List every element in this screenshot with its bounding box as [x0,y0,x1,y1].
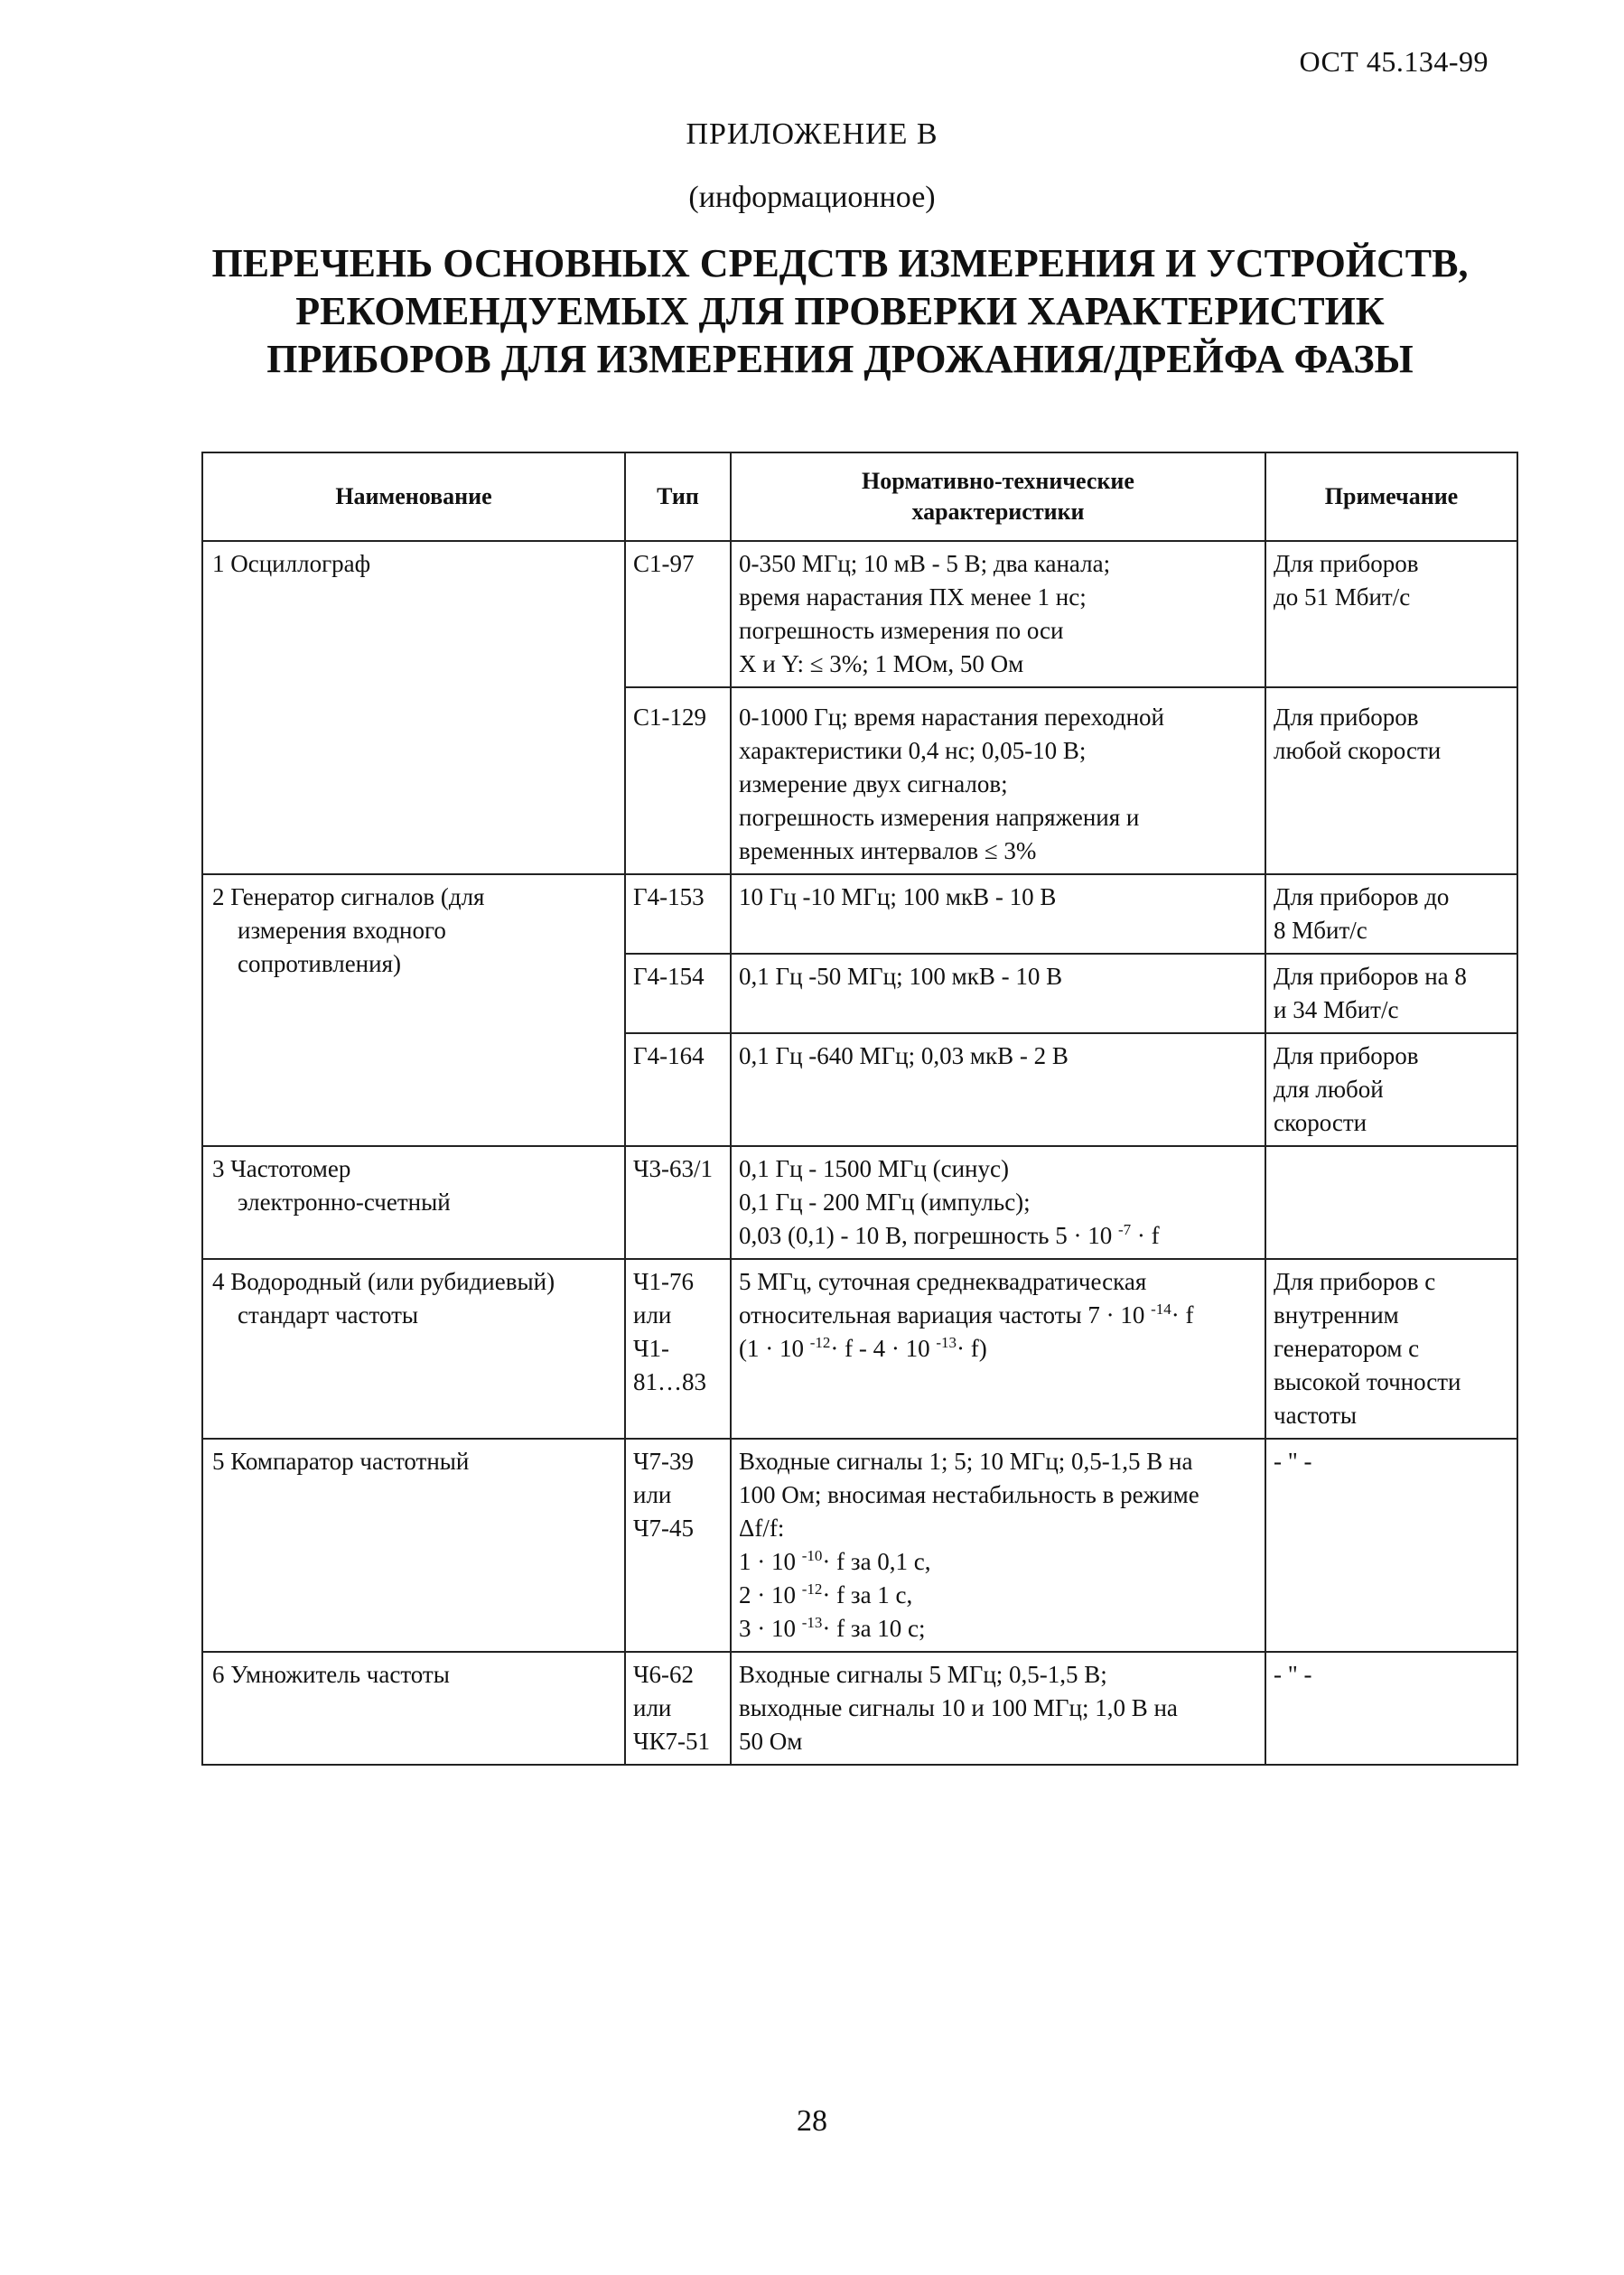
cell-specs [731,687,1265,874]
document-code: ОСТ 45.134-99 [1299,45,1489,78]
cell-text: Ч6-62 [633,1661,695,1688]
cell-specs [731,1146,1265,1259]
cell-text: 1 · 10 [739,1548,796,1575]
cell-text: Входные сигналы 1; 5; 10 МГц; 0,5-1,5 В на [739,1448,1193,1475]
cell-text: Г4-154 [633,963,705,990]
cell-specs [731,954,1265,1033]
title-line: ПЕРЕЧЕНЬ ОСНОВНЫХ СРЕДСТВ ИЗМЕРЕНИЯ И УСТРОЙСТВ, [211,241,1469,285]
cell-text: Δf/f: [739,1515,785,1542]
instruments-table [201,452,1518,1766]
cell-text: сопротивления) [238,950,401,977]
cell-text: 0,1 Гц -50 МГц; 100 мкВ - 10 В [739,963,1063,990]
cell-text: Ч3-63/1 [633,1155,714,1182]
cell-text: для любой [1274,1076,1384,1103]
cell-text: 2 · 10 [739,1581,796,1608]
cell-text: 81…83 [633,1368,706,1395]
cell-name [202,1259,625,1439]
column-header-note: Примечание [1265,452,1517,541]
cell-text-group [739,1612,1257,1646]
cell-text: · f) [957,1335,987,1362]
appendix-kind: (информационное) [688,181,936,214]
cell-text: 0-1000 Гц; время нарастания переходной [739,704,1165,731]
cell-text: 0,03 (0,1) - 10 В, погрешность 5 · 10 [739,1222,1113,1249]
table-row [202,1259,1517,1439]
cell-specs [731,1439,1265,1652]
cell-type [625,954,731,1033]
cell-type [625,874,731,954]
cell-text: Для приборов [1274,1042,1419,1069]
superscript-exponent: -14 [1151,1301,1171,1318]
cell-text: (1 · 10 [739,1335,804,1362]
cell-text: · f за 1 с, [822,1581,913,1608]
cell-text: Г4-153 [633,883,705,910]
cell-text: Для приборов [1274,704,1419,731]
cell-text: выходные сигналы 10 и 100 МГц; 1,0 В на [739,1694,1178,1721]
cell-text: С1-129 [633,704,706,731]
cell-text: частоты [1274,1402,1358,1429]
cell-specs [731,1652,1265,1765]
cell-specs [731,1033,1265,1146]
cell-text: любой скорости [1274,737,1442,764]
cell-text: и 34 Мбит/с [1274,996,1399,1023]
cell-name [202,1146,625,1259]
cell-text: - " - [1274,1661,1312,1688]
cell-text: 0,1 Гц - 1500 МГц (синус) [739,1155,1009,1182]
cell-note [1265,1652,1517,1765]
cell-text: - " - [1274,1448,1312,1475]
cell-specs [731,874,1265,954]
cell-text: измерения входного [238,917,446,944]
cell-note [1265,874,1517,954]
title-line: РЕКОМЕНДУЕМЫХ ДЛЯ ПРОВЕРКИ ХАРАКТЕРИСТИК [295,289,1385,333]
cell-text-group [739,1579,1257,1612]
cell-note [1265,687,1517,874]
table-row [202,874,1517,954]
superscript-exponent: -12 [801,1580,823,1598]
cell-text: 8 Мбит/с [1274,917,1367,944]
superscript-exponent: -13 [936,1334,957,1351]
cell-text: внутренним [1274,1301,1399,1329]
cell-text: 3 Частотомер [212,1155,351,1182]
cell-text: электронно-счетный [238,1189,451,1216]
superscript-exponent: -12 [809,1334,831,1351]
column-header-specs-line: характеристики [911,499,1085,525]
column-header-specs [731,452,1265,541]
column-header-name: Наименование [202,452,625,541]
appendix-heading: ПРИЛОЖЕНИЕ В [686,117,938,151]
cell-text: время нарастания ПХ менее 1 нс; [739,583,1087,611]
cell-text: Ч7-45 [633,1515,695,1542]
cell-text: временных интервалов ≤ 3% [739,837,1037,864]
cell-text: 5 МГц, суточная среднеквадратическая [739,1268,1147,1295]
column-header-type: Тип [625,452,731,541]
column-header-specs-line: Нормативно-технические [862,468,1134,494]
cell-text: X и Y: ≤ 3%; 1 МОм, 50 Ом [739,650,1024,677]
cell-text: измерение двух сигналов; [739,770,1008,797]
cell-note [1265,1146,1517,1259]
cell-text: · f - 4 · 10 [830,1335,930,1362]
cell-text: 100 Ом; вносимая нестабильность в режиме [739,1481,1199,1508]
cell-text: 50 Ом [739,1728,803,1755]
cell-name [202,874,625,1146]
cell-type [625,687,731,874]
cell-text: погрешность измерения по оси [739,617,1064,644]
cell-text: 4 Водородный (или рубидиевый) [212,1268,555,1295]
cell-text: Ч1-76 [633,1268,695,1295]
cell-text: 0-350 МГц; 10 мВ - 5 В; два канала; [739,550,1111,577]
cell-text: · f [1131,1222,1160,1249]
cell-note [1265,1439,1517,1652]
cell-type [625,1033,731,1146]
cell-type [625,1259,731,1439]
cell-text: генератором с [1274,1335,1420,1362]
superscript-exponent: -7 [1118,1221,1132,1238]
page-number: 28 [797,2104,827,2138]
cell-note [1265,954,1517,1033]
table-row [202,541,1517,687]
cell-text: 2 Генератор сигналов (для [212,883,485,910]
cell-name [202,541,625,874]
cell-text: 3 · 10 [739,1615,796,1642]
cell-text: или [633,1481,672,1508]
cell-type [625,541,731,687]
cell-text: или [633,1694,672,1721]
cell-type [625,1146,731,1259]
cell-note [1265,1259,1517,1439]
cell-text: высокой точности [1274,1368,1461,1395]
cell-text: стандарт частоты [238,1301,419,1329]
cell-text: относительная вариация частоты 7 · 10 [739,1301,1145,1329]
cell-text-group [739,1299,1257,1332]
cell-text: · f [1171,1301,1194,1329]
cell-text-group [739,1545,1257,1579]
cell-text: 0,1 Гц - 200 МГц (импульс); [739,1189,1031,1216]
cell-text: · f за 0,1 с, [822,1548,931,1575]
cell-text: 10 Гц -10 МГц; 100 мкВ - 10 В [739,883,1057,910]
cell-note [1265,1033,1517,1146]
table-row [202,1439,1517,1652]
cell-text: С1-97 [633,550,695,577]
cell-text: Для приборов с [1274,1268,1436,1295]
title-line: ПРИБОРОВ ДЛЯ ИЗМЕРЕНИЯ ДРОЖАНИЯ/ДРЕЙФА ФАЗЫ [266,337,1414,381]
cell-type [625,1652,731,1765]
cell-text-group [739,1219,1257,1253]
cell-text: 1 Осциллограф [212,550,371,577]
cell-text: 5 Компаратор частотный [212,1448,470,1475]
cell-text: или [633,1301,672,1329]
superscript-exponent: -13 [801,1614,823,1631]
table-row [202,1146,1517,1259]
cell-text: Ч7-39 [633,1448,695,1475]
cell-name [202,1652,625,1765]
superscript-exponent: -10 [801,1547,823,1564]
cell-text: 6 Умножитель частоты [212,1661,450,1688]
cell-text-group [739,1332,1257,1366]
cell-text: ЧК7-51 [633,1728,711,1755]
cell-text: · f за 10 с; [822,1615,926,1642]
cell-text: 0,1 Гц -640 МГц; 0,03 мкВ - 2 В [739,1042,1069,1069]
cell-text: Ч1- [633,1335,670,1362]
cell-text: до 51 Мбит/с [1274,583,1411,611]
table-row [202,1652,1517,1765]
cell-name [202,1439,625,1652]
cell-text: Входные сигналы 5 МГц; 0,5-1,5 В; [739,1661,1107,1688]
cell-text: Г4-164 [633,1042,705,1069]
cell-text: скорости [1274,1109,1367,1136]
cell-type [625,1439,731,1652]
cell-specs [731,1259,1265,1439]
cell-text: погрешность измерения напряжения и [739,804,1140,831]
cell-text: Для приборов до [1274,883,1450,910]
cell-specs [731,541,1265,687]
table-header-row [202,452,1517,541]
document-title [181,239,1499,383]
cell-note [1265,541,1517,687]
cell-text: характеристики 0,4 нс; 0,05-10 В; [739,737,1087,764]
cell-text: Для приборов на 8 [1274,963,1467,990]
cell-text: Для приборов [1274,550,1419,577]
